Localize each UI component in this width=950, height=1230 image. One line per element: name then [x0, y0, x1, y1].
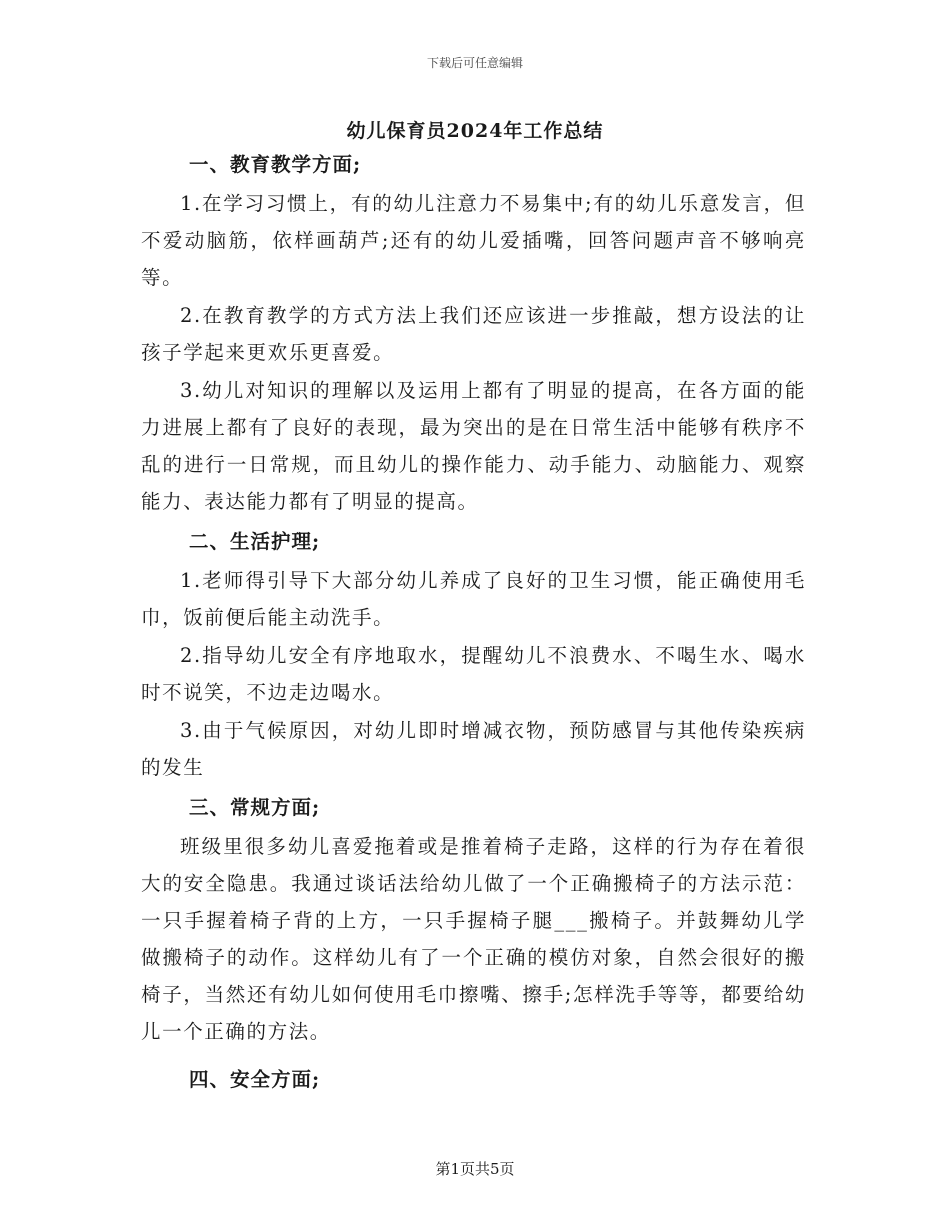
paragraph: 3.由于气候原因，对幼儿即时增减衣物，预防感冒与其他传染疾病的发生: [141, 719, 806, 779]
section-heading-education: 一、教育教学方面;: [189, 153, 362, 176]
paragraph: 3.幼儿对知识的理解以及运用上都有了明显的提高，在各方面的能力进展上都有了良好的表现，最为突出的是在日常生活中能够有秩序不乱的进行一日常规，而且幼儿的操作能力、动手能力、动脑能力、观察能力、表达能力都有了明显的提高。: [141, 379, 806, 513]
page-footer-number: 第1页共5页: [435, 1160, 515, 1178]
paragraph: 2.指导幼儿安全有序地取水，提醒幼儿不浪费水、不喝生水、喝水时不说笑，不边走边喝水。: [141, 644, 806, 704]
paragraph: 1.在学习习惯上，有的幼儿注意力不易集中;有的幼儿乐意发言，但不爱动脑筋，依样画葫芦;还有的幼儿爱插嘴，回答问题声音不够响亮等。: [141, 192, 806, 289]
page-header-note: 下载后可任意编辑: [426, 56, 523, 70]
paragraph: 2.在教育教学的方式方法上我们还应该进一步推敲，想方设法的让孩子学起来更欢乐更喜爱。: [141, 304, 806, 364]
section-heading-life-care: 二、生活护理;: [189, 530, 321, 553]
section-heading-routine: 三、常规方面;: [189, 796, 321, 819]
paragraph: 班级里很多幼儿喜爱拖着或是推着椅子走路，这样的行为存在着很大的安全隐患。我通过谈话法给幼儿做了一个正确搬椅子的方法示范：一只手握着椅子背的上方，一只手握椅子腿___搬椅子。并鼓舞幼儿学做搬椅子的动作。这样幼儿有了一个正确的模仿对象，自然会很好的搬椅子，当然还有幼儿如何使用毛巾擦嘴、擦手;怎样洗手等等，都要给幼儿一个正确的方法。: [141, 835, 806, 1043]
document-title: 幼儿保育员2024年工作总结: [346, 120, 604, 142]
section-heading-safety: 四、安全方面;: [189, 1068, 321, 1091]
document-body: [141, 147, 806, 1100]
paragraph: 1.老师得引导下大部分幼儿养成了良好的卫生习惯，能正确使用毛巾，饭前便后能主动洗手。: [141, 569, 806, 629]
